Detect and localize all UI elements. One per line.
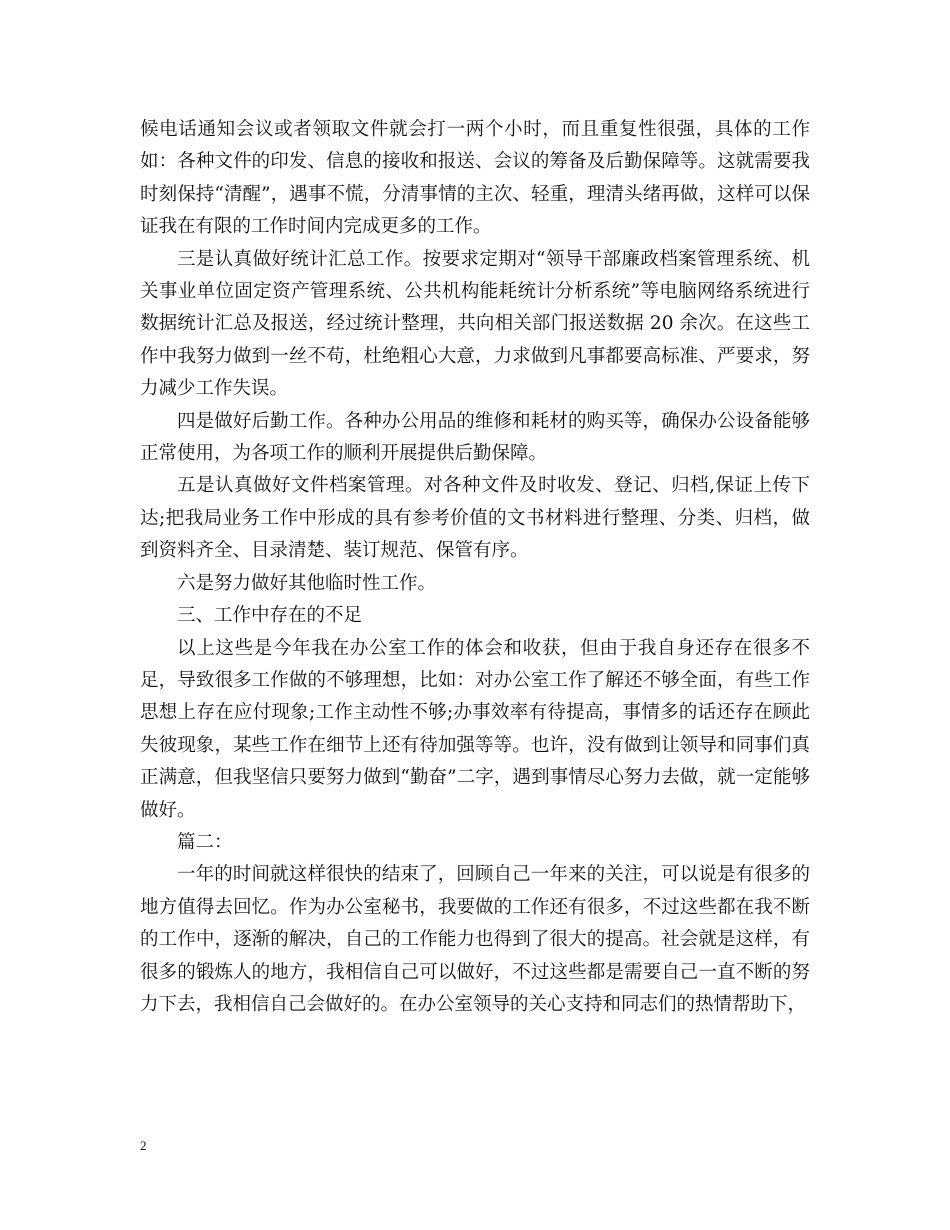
paragraph-4: 五是认真做好文件档案管理。对各种文件及时收发、登记、归档,保证上传下达;把我局业务工作中形成的具有参考价值的文书材料进行整理、分类、归档，做到资料齐全、目录清楚、装订规范、保管有序。	[140, 475, 810, 562]
paragraph-6: 以上这些是今年我在办公室工作的体会和收获，但由于我自身还存在很多不足，导致很多工作做的不够理想，比如：对办公室工作了解还不够全面，有些工作思想上存在应付现象;工作主动性不够;办事效率有待提高，事情多的话还存在顾此失彼现象，某些工作在细节上还有待加强等等。也许，没有做到让领导和同事们真正满意，但我坚信只要努力做到“勤奋”二字，遇到事情尽心努力去做，就一定能够做好。	[140, 637, 810, 821]
section-heading: 三、工作中存在的不足	[177, 605, 363, 627]
paragraph-1: 候电话通知会议或者领取文件就会打一两个小时，而且重复性很强，具体的工作如：各种文件的印发、信息的接收和报送、会议的筹备及后勤保障等。这就需要我时刻保持“清醒”，遇事不慌，分清事情的主次、轻重，理清头绪再做，这样可以保证我在有限的工作时间内完成更多的工作。	[140, 119, 810, 238]
paragraph-3: 四是做好后勤工作。各种办公用品的维修和耗材的购买等，确保办公设备能够正常使用，为各项工作的顺利开展提供后勤保障。	[140, 410, 810, 465]
page-number: 2	[140, 1138, 147, 1153]
paragraph-5: 六是努力做好其他临时性工作。	[177, 572, 437, 594]
paragraph-2: 三是认真做好统计汇总工作。按要求定期对“领导干部廉政档案管理系统、机关事业单位固定资产管理系统、公共机构能耗统计分析系统”等电脑网络系统进行数据统计汇总及报送，经过统计整理，共向相关部门报送数据 20 余次。在这些工作中我努力做到一丝不苟，杜绝粗心大意，力求做到凡事都要高标准、严要求，努力减少工作失误。	[140, 248, 810, 400]
paragraph-7: 一年的时间就这样很快的结束了，回顾自己一年来的关注，可以说是有很多的地方值得去回忆。作为办公室秘书，我要做的工作还有很多，不过这些都在我不断的工作中，逐渐的解决，自己的工作能力也得到了很大的提高。社会就是这样，有很多的锻炼人的地方，我相信自己可以做好，不过这些都是需要自己一直不断的努力下去，我相信自己会做好的。在办公室领导的关心支持和同志们的热情帮助下，	[140, 864, 810, 1015]
part-heading: 篇二：	[177, 831, 233, 853]
document-body	[140, 114, 810, 1021]
